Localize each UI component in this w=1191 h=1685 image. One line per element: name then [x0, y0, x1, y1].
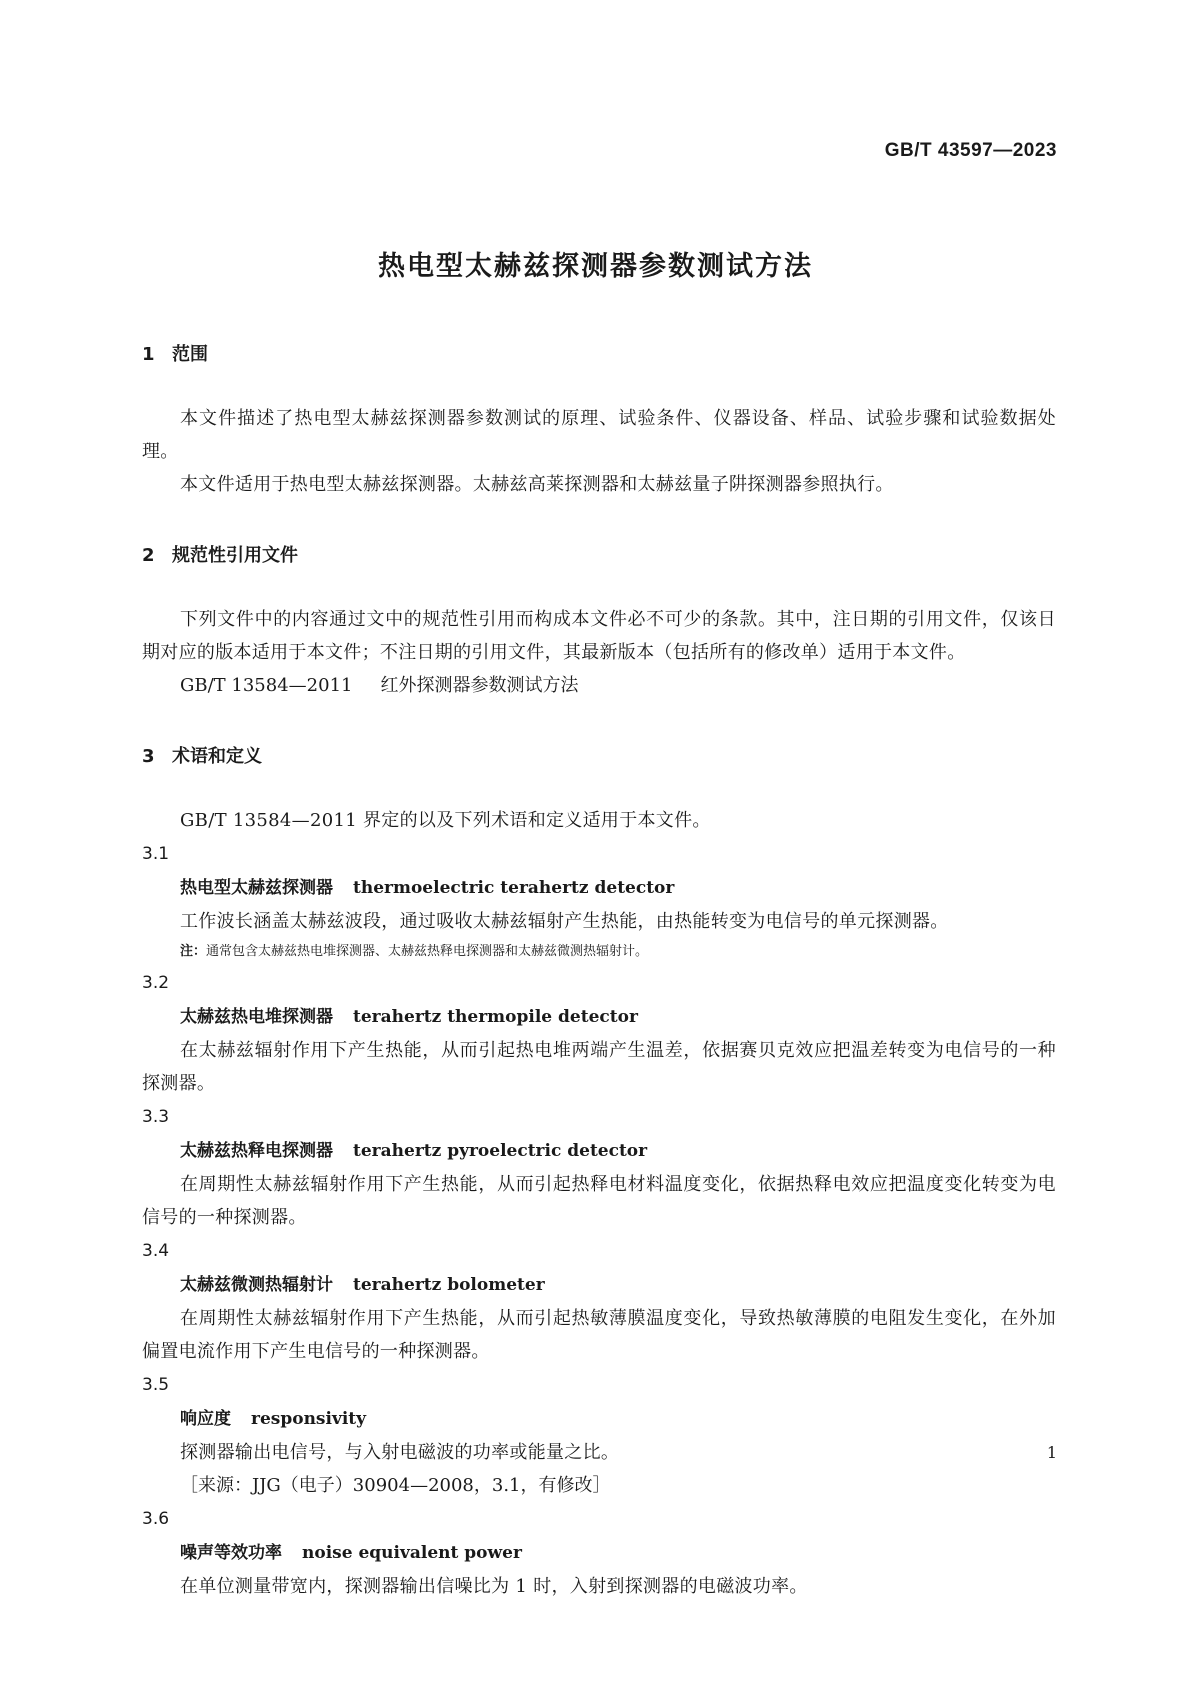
document-title: 热电型太赫兹探测器参数测试方法 — [378, 251, 813, 282]
term-heading — [142, 1268, 1056, 1302]
term-en: noise equivalent power — [302, 1543, 522, 1563]
note-label: 注： — [180, 944, 207, 959]
note-text: 通常包含太赫兹热电堆探测器、太赫兹热释电探测器和太赫兹微测热辐射计。 — [206, 944, 649, 959]
standard-code: GB/T 43597—2023 — [884, 140, 1057, 161]
term-source: ［来源：JJG（电子）30904—2008，3.1，有修改］ — [180, 1475, 611, 1496]
term-en: responsivity — [251, 1409, 367, 1429]
section-heading-normative-references — [142, 543, 1056, 569]
section-title: 范围 — [172, 344, 208, 365]
term-en: thermoelectric terahertz detector — [353, 878, 675, 898]
document-body — [142, 342, 1056, 1603]
term-cn: 太赫兹热释电探测器 — [180, 1141, 333, 1161]
term-heading — [142, 1536, 1056, 1570]
section-number: 1 — [142, 344, 155, 365]
term-en: terahertz thermopile detector — [353, 1007, 638, 1027]
term-number: 3.2 — [142, 973, 170, 993]
section-number: 3 — [142, 746, 155, 767]
term-heading — [142, 1000, 1056, 1034]
section-title: 术语和定义 — [172, 746, 262, 767]
page-number: 1 — [1046, 1443, 1057, 1462]
term-definition: 在周期性太赫兹辐射作用下产生热能，从而引起热敏薄膜温度变化，导致热敏薄膜的电阻发生变化，在外加偏置电流作用下产生电信号的一种探测器。 — [142, 1308, 1056, 1362]
section-heading-terms — [142, 744, 1056, 770]
term-cn: 响应度 — [180, 1409, 231, 1429]
term-cn: 太赫兹热电堆探测器 — [180, 1007, 333, 1027]
term-definition: 在单位测量带宽内，探测器输出信噪比为 1 时，入射到探测器的电磁波功率。 — [180, 1576, 808, 1597]
reference-entry — [142, 669, 1056, 702]
term-heading — [142, 871, 1056, 905]
term-cn: 太赫兹微测热辐射计 — [180, 1275, 333, 1295]
section-heading-scope — [142, 342, 1056, 368]
reference-code: GB/T 13584—2011 — [180, 675, 353, 696]
term-number: 3.5 — [142, 1375, 170, 1395]
paragraph: 本文件适用于热电型太赫兹探测器。太赫兹高莱探测器和太赫兹量子阱探测器参照执行。 — [180, 474, 894, 495]
reference-title: 红外探测器参数测试方法 — [380, 675, 579, 696]
term-heading — [142, 1402, 1056, 1436]
term-number: 3.6 — [142, 1509, 170, 1529]
term-en: terahertz pyroelectric detector — [353, 1141, 648, 1161]
section-number: 2 — [142, 545, 155, 566]
term-cn: 热电型太赫兹探测器 — [180, 878, 333, 898]
paragraph: 下列文件中的内容通过文中的规范性引用而构成本文件必不可少的条款。其中，注日期的引用文件，仅该日期对应的版本适用于本文件；不注日期的引用文件，其最新版本（包括所有的修改单）适用于本文件。 — [142, 609, 1056, 663]
term-heading — [142, 1134, 1056, 1168]
term-note — [142, 938, 1056, 966]
term-definition: 在周期性太赫兹辐射作用下产生热能，从而引起热释电材料温度变化，依据热释电效应把温度变化转变为电信号的一种探测器。 — [142, 1174, 1056, 1228]
term-number: 3.1 — [142, 844, 170, 864]
term-definition: 在太赫兹辐射作用下产生热能，从而引起热电堆两端产生温差，依据赛贝克效应把温差转变为电信号的一种探测器。 — [142, 1040, 1056, 1094]
section-title: 规范性引用文件 — [172, 545, 298, 566]
paragraph: GB/T 13584—2011 界定的以及下列术语和定义适用于本文件。 — [180, 810, 711, 831]
term-en: terahertz bolometer — [353, 1275, 545, 1295]
paragraph: 本文件描述了热电型太赫兹探测器参数测试的原理、试验条件、仪器设备、样品、试验步骤和试验数据处理。 — [142, 408, 1056, 462]
term-definition: 探测器输出电信号，与入射电磁波的功率或能量之比。 — [180, 1442, 620, 1463]
term-cn: 噪声等效功率 — [180, 1543, 282, 1563]
term-definition: 工作波长涵盖太赫兹波段，通过吸收太赫兹辐射产生热能，由热能转变为电信号的单元探测器。 — [180, 911, 949, 932]
term-number: 3.3 — [142, 1107, 170, 1127]
term-number: 3.4 — [142, 1241, 170, 1261]
